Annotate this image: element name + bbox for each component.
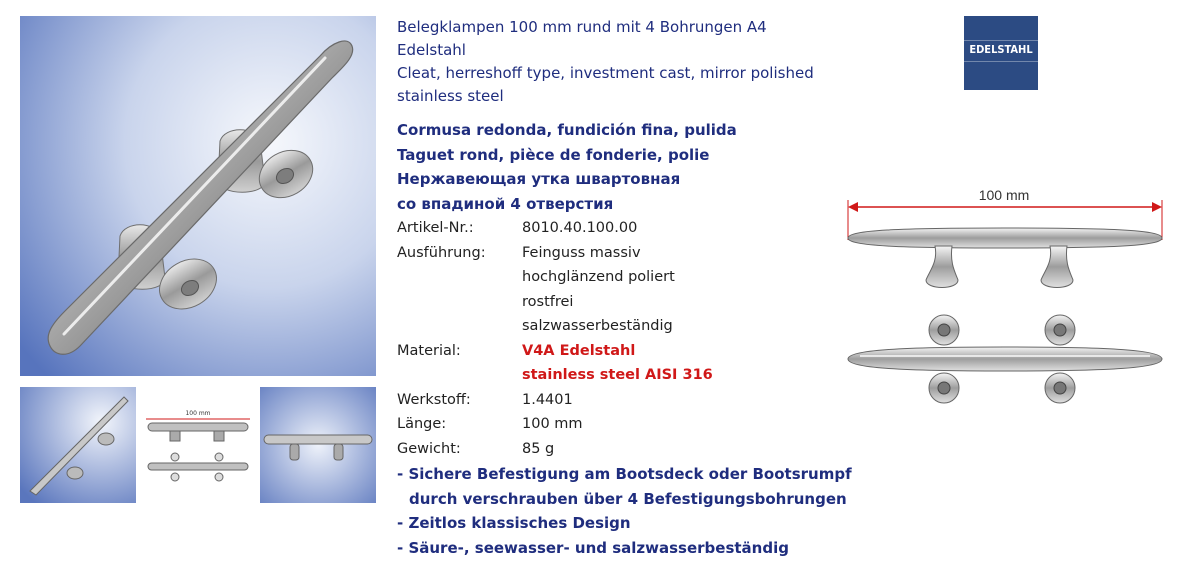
spec-label: Artikel-Nr.: [397, 220, 474, 236]
cleat-top-view [848, 315, 1162, 403]
spec-label-empty [397, 290, 522, 315]
spec-value: 1.4401 [522, 391, 573, 408]
spec-row-ausfuehrung-cont [397, 265, 713, 290]
logo-divider [964, 40, 1038, 41]
spec-row-material [397, 339, 713, 364]
spec-value: 8010.40.100.00 [522, 220, 638, 236]
spec-row-material-cont [397, 363, 713, 388]
spec-label-empty [397, 314, 522, 339]
translation-es: Cormusa redonda, fundición fina, pulida [397, 121, 737, 139]
translation-ru-2: со впадиной 4 отверстия [397, 194, 614, 213]
spec-value: Feinguss massiv [522, 244, 641, 261]
dimension-arrow [848, 202, 858, 212]
feature-list [397, 462, 852, 560]
spec-value: rostfrei [522, 293, 574, 310]
thumbnail-perspective[interactable] [20, 387, 136, 503]
spec-value: 100 mm [522, 416, 583, 432]
spec-label: Werkstoff: [397, 391, 471, 408]
spec-row-ausfuehrung [397, 241, 713, 266]
title-line-3: Cleat, herreshoff type, investment cast, mirror polished [397, 64, 814, 82]
spec-value: hochglänzend poliert [522, 269, 675, 285]
translation-ru-1: Нержавеющая утка швартовная [397, 170, 681, 188]
logo-divider [964, 61, 1038, 62]
spec-table [397, 216, 713, 461]
spec-label: Material: [397, 342, 461, 359]
feature-item: - Säure-, seewasser- und salzwasserbeständig [397, 538, 789, 557]
spec-label: Ausführung: [397, 244, 486, 261]
title-line-2: Edelstahl [397, 41, 466, 59]
thumbnail-technical-drawing[interactable] [140, 387, 256, 503]
spec-row-gewicht [397, 437, 713, 462]
spec-row-ausfuehrung-cont [397, 314, 713, 339]
feature-item: durch verschrauben über 4 Befestigungsbohrungen [409, 489, 847, 508]
feature-item: - Sichere Befestigung am Bootsdeck oder Bootsrumpf [397, 465, 852, 483]
spec-row-laenge [397, 412, 713, 437]
dimension-arrow [1152, 202, 1162, 212]
main-product-image [20, 16, 376, 376]
translation-fr: Taguet rond, pièce de fonderie, polie [397, 145, 710, 164]
spec-value: salzwasserbeständig [522, 318, 673, 334]
thumbnail-side-view[interactable] [260, 387, 376, 503]
title-line-4: stainless steel [397, 87, 504, 105]
spec-value-material: stainless steel AISI 316 [522, 367, 713, 383]
spec-value-material: V4A Edelstahl [522, 342, 636, 359]
feature-item: - Zeitlos klassisches Design [397, 514, 631, 532]
spec-row-artikel [397, 216, 713, 241]
translations [397, 118, 737, 216]
spec-label: Länge: [397, 416, 447, 432]
spec-value: 85 g [522, 440, 555, 457]
cleat-side-view [848, 228, 1162, 248]
logo-text: EDELSTAHL [969, 43, 1033, 56]
product-title [397, 16, 814, 108]
spec-row-ausfuehrung-cont [397, 290, 713, 315]
title-line-1: Belegklampen 100 mm rund mit 4 Bohrungen A4 [397, 18, 767, 36]
edelstahl-logo [964, 16, 1038, 90]
spec-label-empty [397, 265, 522, 290]
spec-label-empty [397, 363, 522, 388]
spec-row-werkstoff [397, 388, 713, 413]
thumb-dimension-label: 100 mm [185, 410, 211, 417]
technical-drawing [840, 180, 1170, 420]
dimension-label: 100 mm [978, 187, 1030, 203]
spec-label: Gewicht: [397, 440, 461, 457]
